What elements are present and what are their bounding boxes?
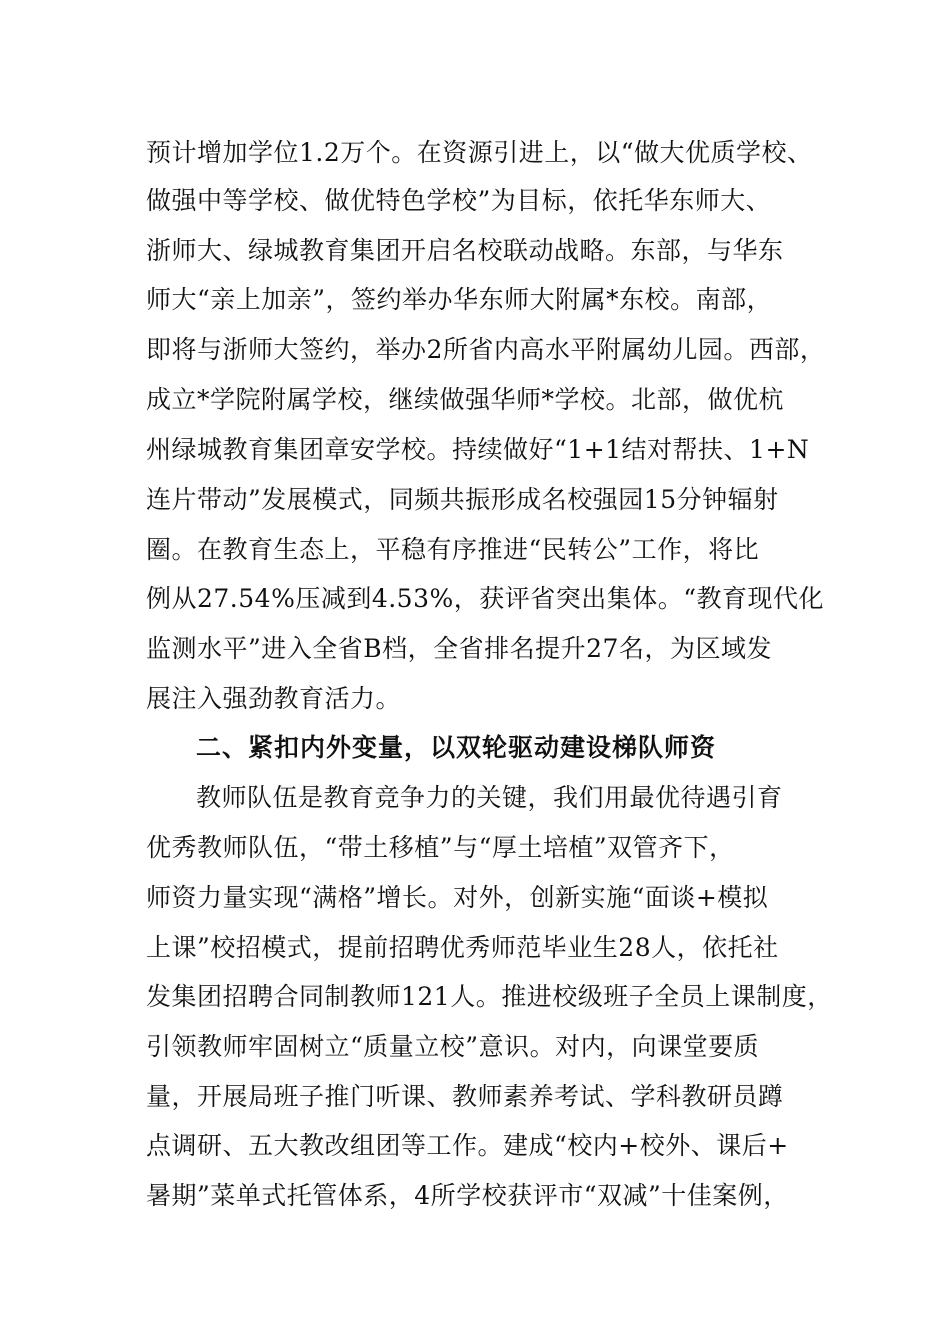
paragraph-line: 师资力量实现“满格”增长。对外，创新实施“面谈+模拟	[146, 883, 769, 912]
paragraph-line: 优秀教师队伍，“带土移植”与“厚土培植”双管齐下，	[146, 833, 735, 862]
paragraph-line: 点调研、五大教改组团等工作。建成“校内+校外、课后+	[146, 1131, 789, 1160]
paragraph-line: 即将与浙师大签约，举办2所省内高水平附属幼儿园。西部，	[146, 335, 826, 364]
paragraph-line: 展注入强劲教育活力。	[146, 684, 402, 713]
paragraph-line: 浙师大、绿城教育集团开启名校联动战略。东部，与华东	[146, 236, 784, 265]
paragraph-line: 圈。在教育生态上，平稳有序推进“民转公”工作，将比	[146, 535, 760, 564]
paragraph-line: 做强中等学校、做优特色学校”为目标，依托华东师大、	[146, 186, 772, 215]
paragraph-line: 暑期”菜单式托管体系，4所学校获评市“双减”十佳案例，	[146, 1181, 789, 1210]
paragraph-line: 预计增加学位1.2万个。在资源引进上，以“做大优质学校、	[146, 138, 813, 167]
paragraph-line: 上课”校招模式，提前招聘优秀师范毕业生28人，依托社	[146, 933, 779, 962]
section-heading: 二、紧扣内外变量，以双轮驱动建设梯队师资	[196, 733, 717, 762]
paragraph-line: 师大“亲上加亲”，签约举办华东师大附属*东校。南部，	[146, 285, 773, 314]
paragraph-line: 监测水平”进入全省B档，全省排名提升27名，为区域发	[146, 634, 772, 663]
paragraph-line: 例从27.54%压减到4.53%，获评省突出集体。“教育现代化	[146, 584, 825, 613]
paragraph-line: 州绿城教育集团章安学校。持续做好“1+1结对帮扶、1+N	[146, 435, 810, 464]
paragraph-line: 连片带动”发展模式，同频共振形成名校强园15分钟辐射	[146, 485, 779, 514]
paragraph-line: 教师队伍是教育竞争力的关键，我们用最优待遇引育	[196, 783, 783, 812]
paragraph-line: 发集团招聘合同制教师121人。推进校级班子全员上课制度，	[146, 982, 833, 1011]
paragraph-line: 量，开展局班子推门听课、教师素养考试、学科教研员蹲	[146, 1082, 784, 1111]
paragraph-line: 引领教师牢固树立“质量立校”意识。对内，向课堂要质	[146, 1032, 760, 1061]
paragraph-line: 成立*学院附属学校，继续做强华师*学校。北部，做优杭	[146, 385, 785, 414]
